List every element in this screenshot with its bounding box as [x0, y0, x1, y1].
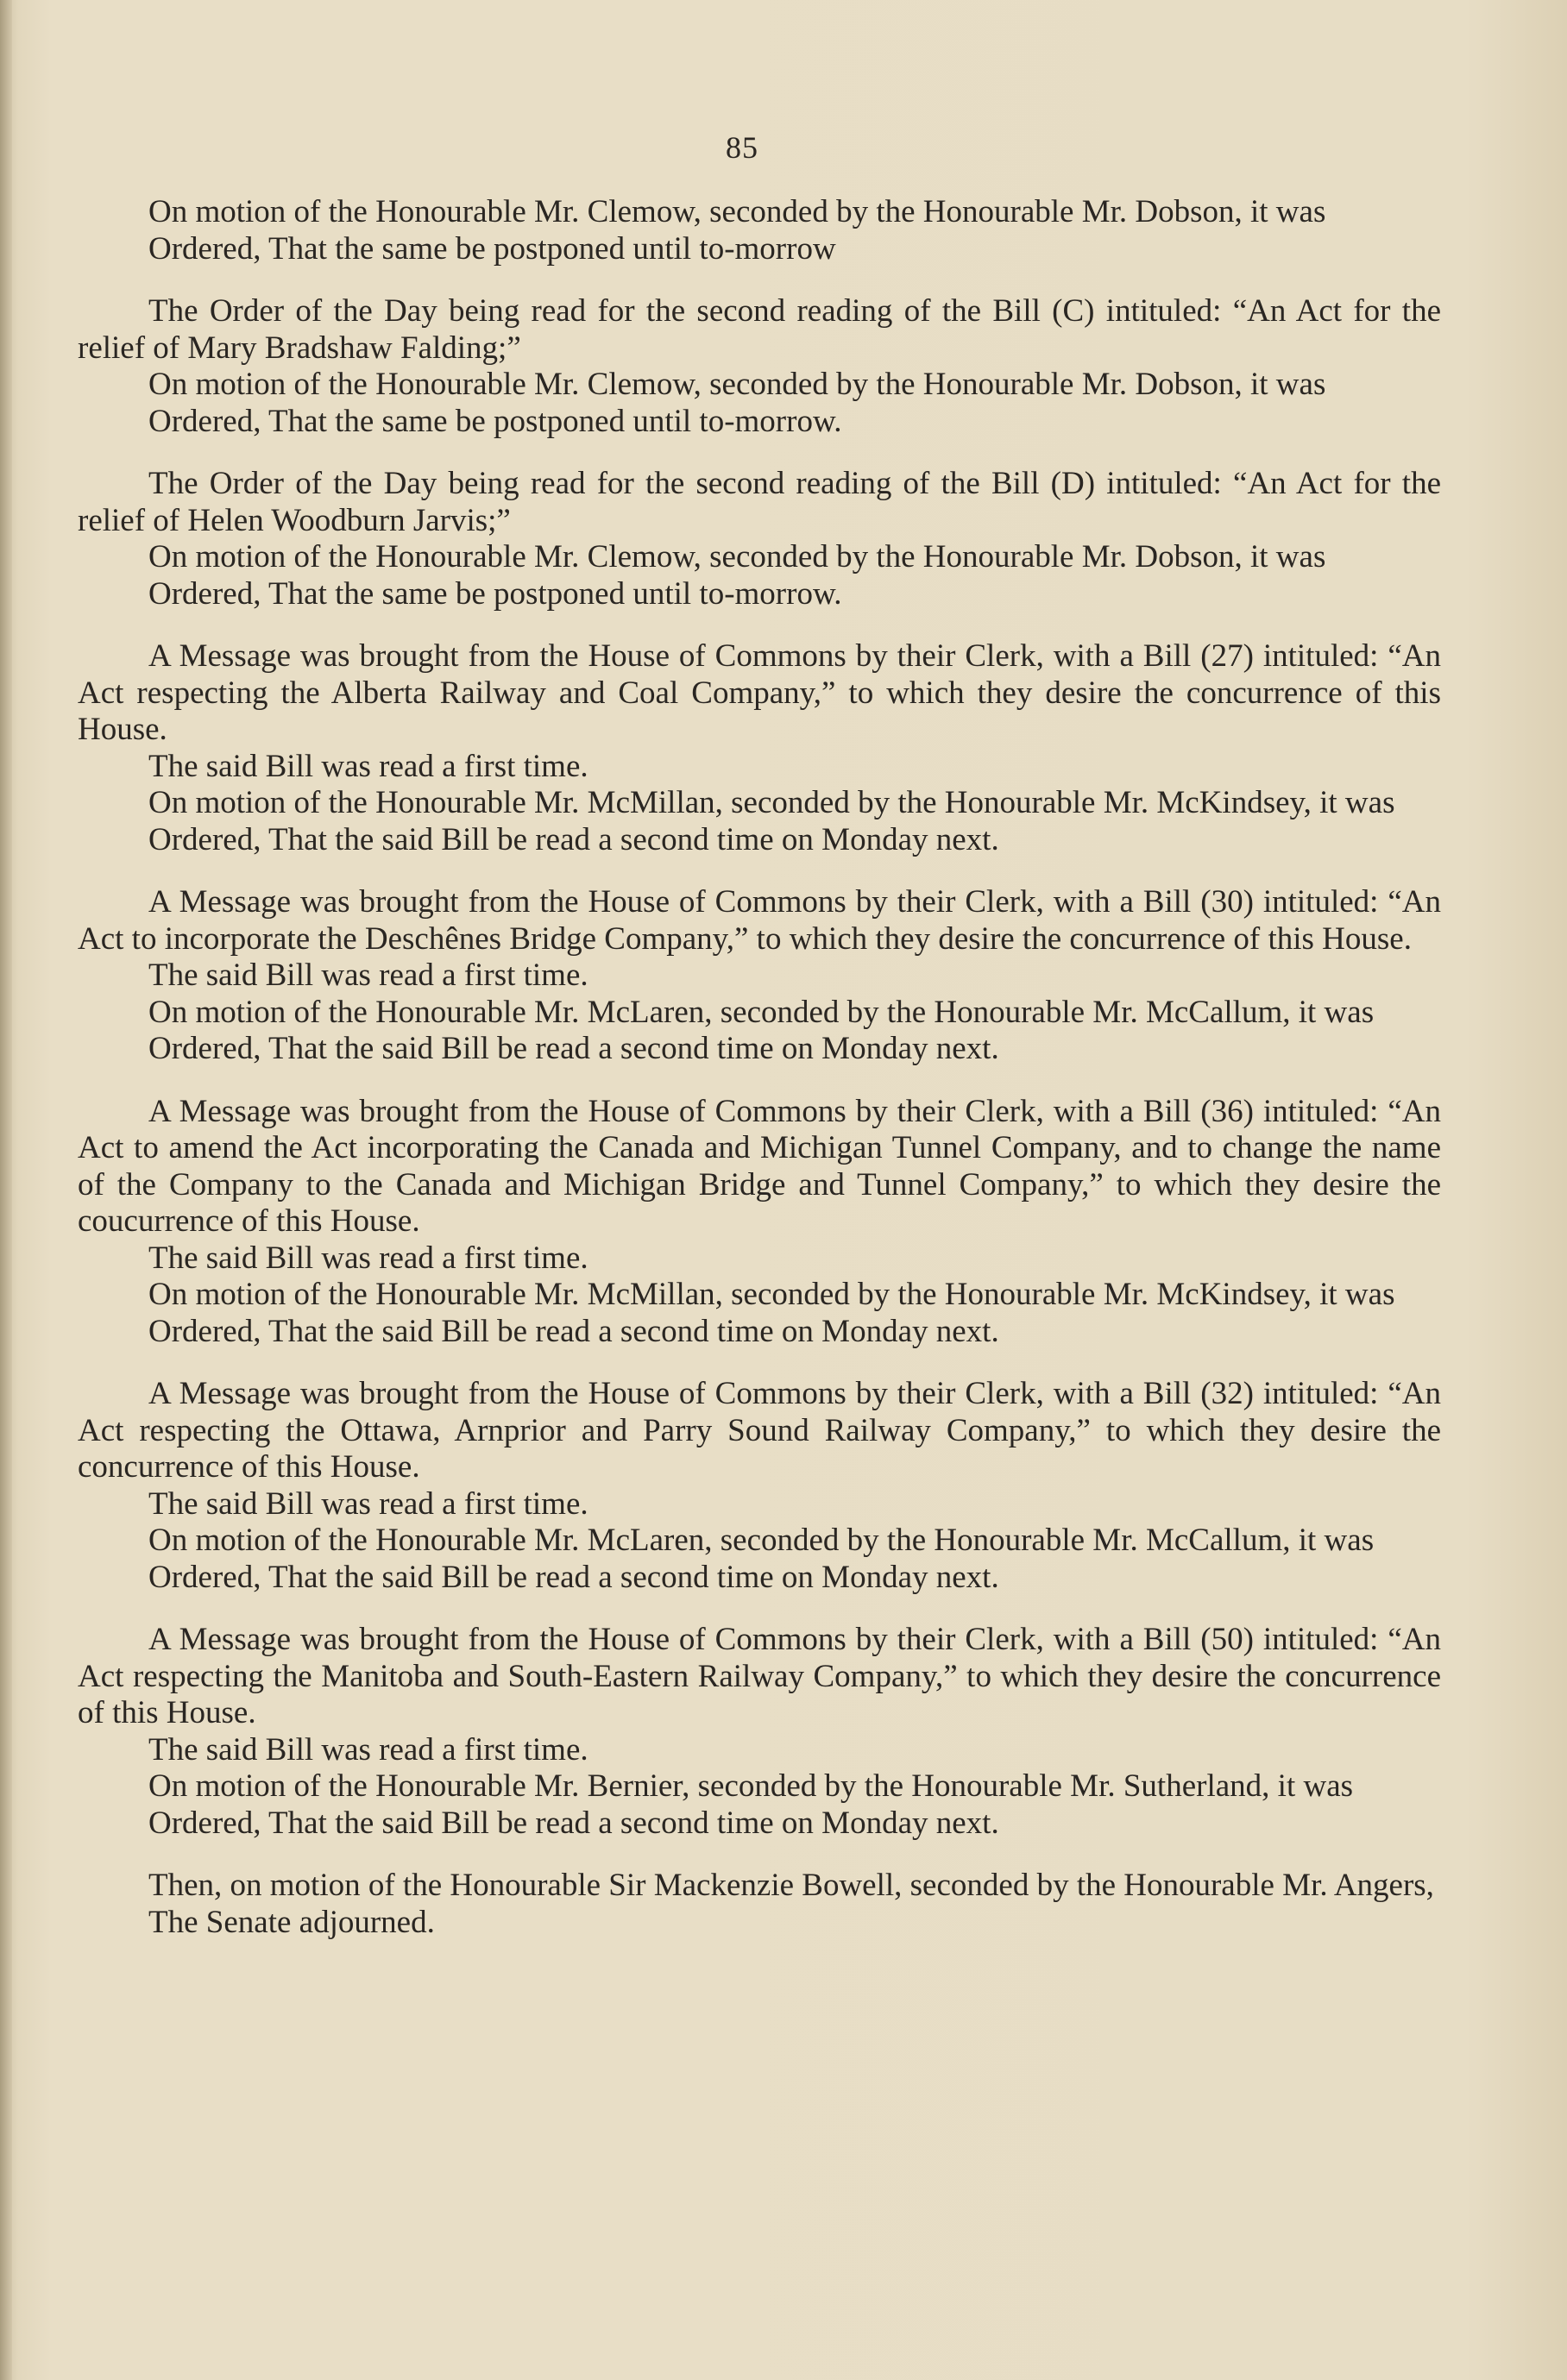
- entry-line: The said Bill was read a first time.: [148, 958, 588, 993]
- journal-entry: [78, 1376, 1441, 1596]
- journal-entry: [78, 1868, 1441, 1941]
- entry-paragraph: On motion of the Honourable Mr. McMillan, seconded by the Honourable Mr. McKindsey, it was: [148, 1277, 1395, 1312]
- entry-line: Ordered, That the said Bill be read a second time on Monday next.: [148, 1031, 999, 1066]
- entry-line: Ordered, That the same be postponed until to-morrow.: [148, 403, 842, 439]
- entry-paragraph: A Message was brought from the House of Commons by their Clerk, with a Bill (27) intituled: “An Act respecting the Alberta Railway and Coal Company,” to which they desire the concurrence of this House.: [78, 638, 1441, 747]
- journal-entry: [78, 884, 1441, 1068]
- entry-line: Ordered, That the said Bill be read a second time on Monday next.: [148, 1805, 999, 1841]
- entry-paragraph: On motion of the Honourable Mr. Clemow, seconded by the Honourable Mr. Dobson, it was: [148, 194, 1326, 229]
- journal-entry: [78, 194, 1441, 267]
- entry-paragraph: On motion of the Honourable Mr. Clemow, seconded by the Honourable Mr. Dobson, it was: [148, 539, 1326, 575]
- entry-line: Ordered, That the said Bill be read a second time on Monday next.: [148, 1313, 999, 1349]
- entry-paragraph: On motion of the Honourable Mr. Clemow, seconded by the Honourable Mr. Dobson, it was: [148, 367, 1326, 402]
- entry-paragraph: The Order of the Day being read for the second reading of the Bill (D) intituled: “An Act for the relief of Helen Woodburn Jarvis;”: [78, 466, 1441, 538]
- entry-paragraph: On motion of the Honourable Mr. McLaren, seconded by the Honourable Mr. McCallum, it was: [148, 1523, 1375, 1558]
- entry-line: The Senate adjourned.: [148, 1904, 435, 1940]
- entry-paragraph: On motion of the Honourable Mr. Bernier, seconded by the Honourable Mr. Sutherland, it was: [148, 1768, 1354, 1804]
- entry-line: Ordered, That the said Bill be read a second time on Monday next.: [148, 1559, 999, 1595]
- entry-line: Ordered, That the said Bill be read a second time on Monday next.: [148, 821, 999, 857]
- entry-line: Ordered, That the same be postponed until to-morrow: [148, 230, 836, 267]
- entry-paragraph: Then, on motion of the Honourable Sir Mackenzie Bowell, seconded by the Honourable Mr. Angers,: [148, 1868, 1434, 1903]
- entry-paragraph: A Message was brought from the House of Commons by their Clerk, with a Bill (36) intituled: “An Act to amend the Act incorporating the Canada and Michigan Tunnel Company, and to change the name of the Company to the Canada and Michigan Bridge and Tunnel Company,” to which they desire the coucurrence of this House.: [78, 1093, 1441, 1239]
- journal-entry: [78, 466, 1441, 612]
- journal-entry: [78, 1094, 1441, 1351]
- entry-paragraph: The Order of the Day being read for the second reading of the Bill (C) intituled: “An Act for the relief of Mary Bradshaw Falding;”: [78, 293, 1441, 366]
- entry-line: The said Bill was read a first time.: [148, 1731, 588, 1768]
- entry-paragraph: A Message was brought from the House of Commons by their Clerk, with a Bill (30) intituled: “An Act to incorporate the Deschênes Bridge Company,” to which they desire the concurrence of this House.: [78, 884, 1441, 957]
- book-spine-shadow: [0, 0, 12, 2380]
- journal-body: [78, 194, 1441, 1967]
- entry-paragraph: A Message was brought from the House of Commons by their Clerk, with a Bill (50) intituled: “An Act respecting the Manitoba and South-Eastern Railway Company,” to which they desire the concurrence of this House.: [78, 1622, 1441, 1730]
- entry-paragraph: On motion of the Honourable Mr. McLaren, seconded by the Honourable Mr. McCallum, it was: [148, 994, 1375, 1030]
- page-number: 85: [726, 130, 758, 165]
- entry-line: The said Bill was read a first time.: [148, 748, 588, 784]
- entry-line: The said Bill was read a first time.: [148, 1485, 588, 1522]
- entry-paragraph: A Message was brought from the House of Commons by their Clerk, with a Bill (32) intituled: “An Act respecting the Ottawa, Arnprior and Parry Sound Railway Company,” to which they desire the concurrence of this House.: [78, 1376, 1441, 1485]
- journal-entry: [78, 1622, 1441, 1842]
- entry-line: Ordered, That the same be postponed until to-morrow.: [148, 575, 842, 612]
- journal-entry: [78, 293, 1441, 440]
- journal-entry: [78, 638, 1441, 858]
- entry-paragraph: On motion of the Honourable Mr. McMillan, seconded by the Honourable Mr. McKindsey, it was: [148, 785, 1395, 820]
- entry-line: The said Bill was read a first time.: [148, 1240, 588, 1276]
